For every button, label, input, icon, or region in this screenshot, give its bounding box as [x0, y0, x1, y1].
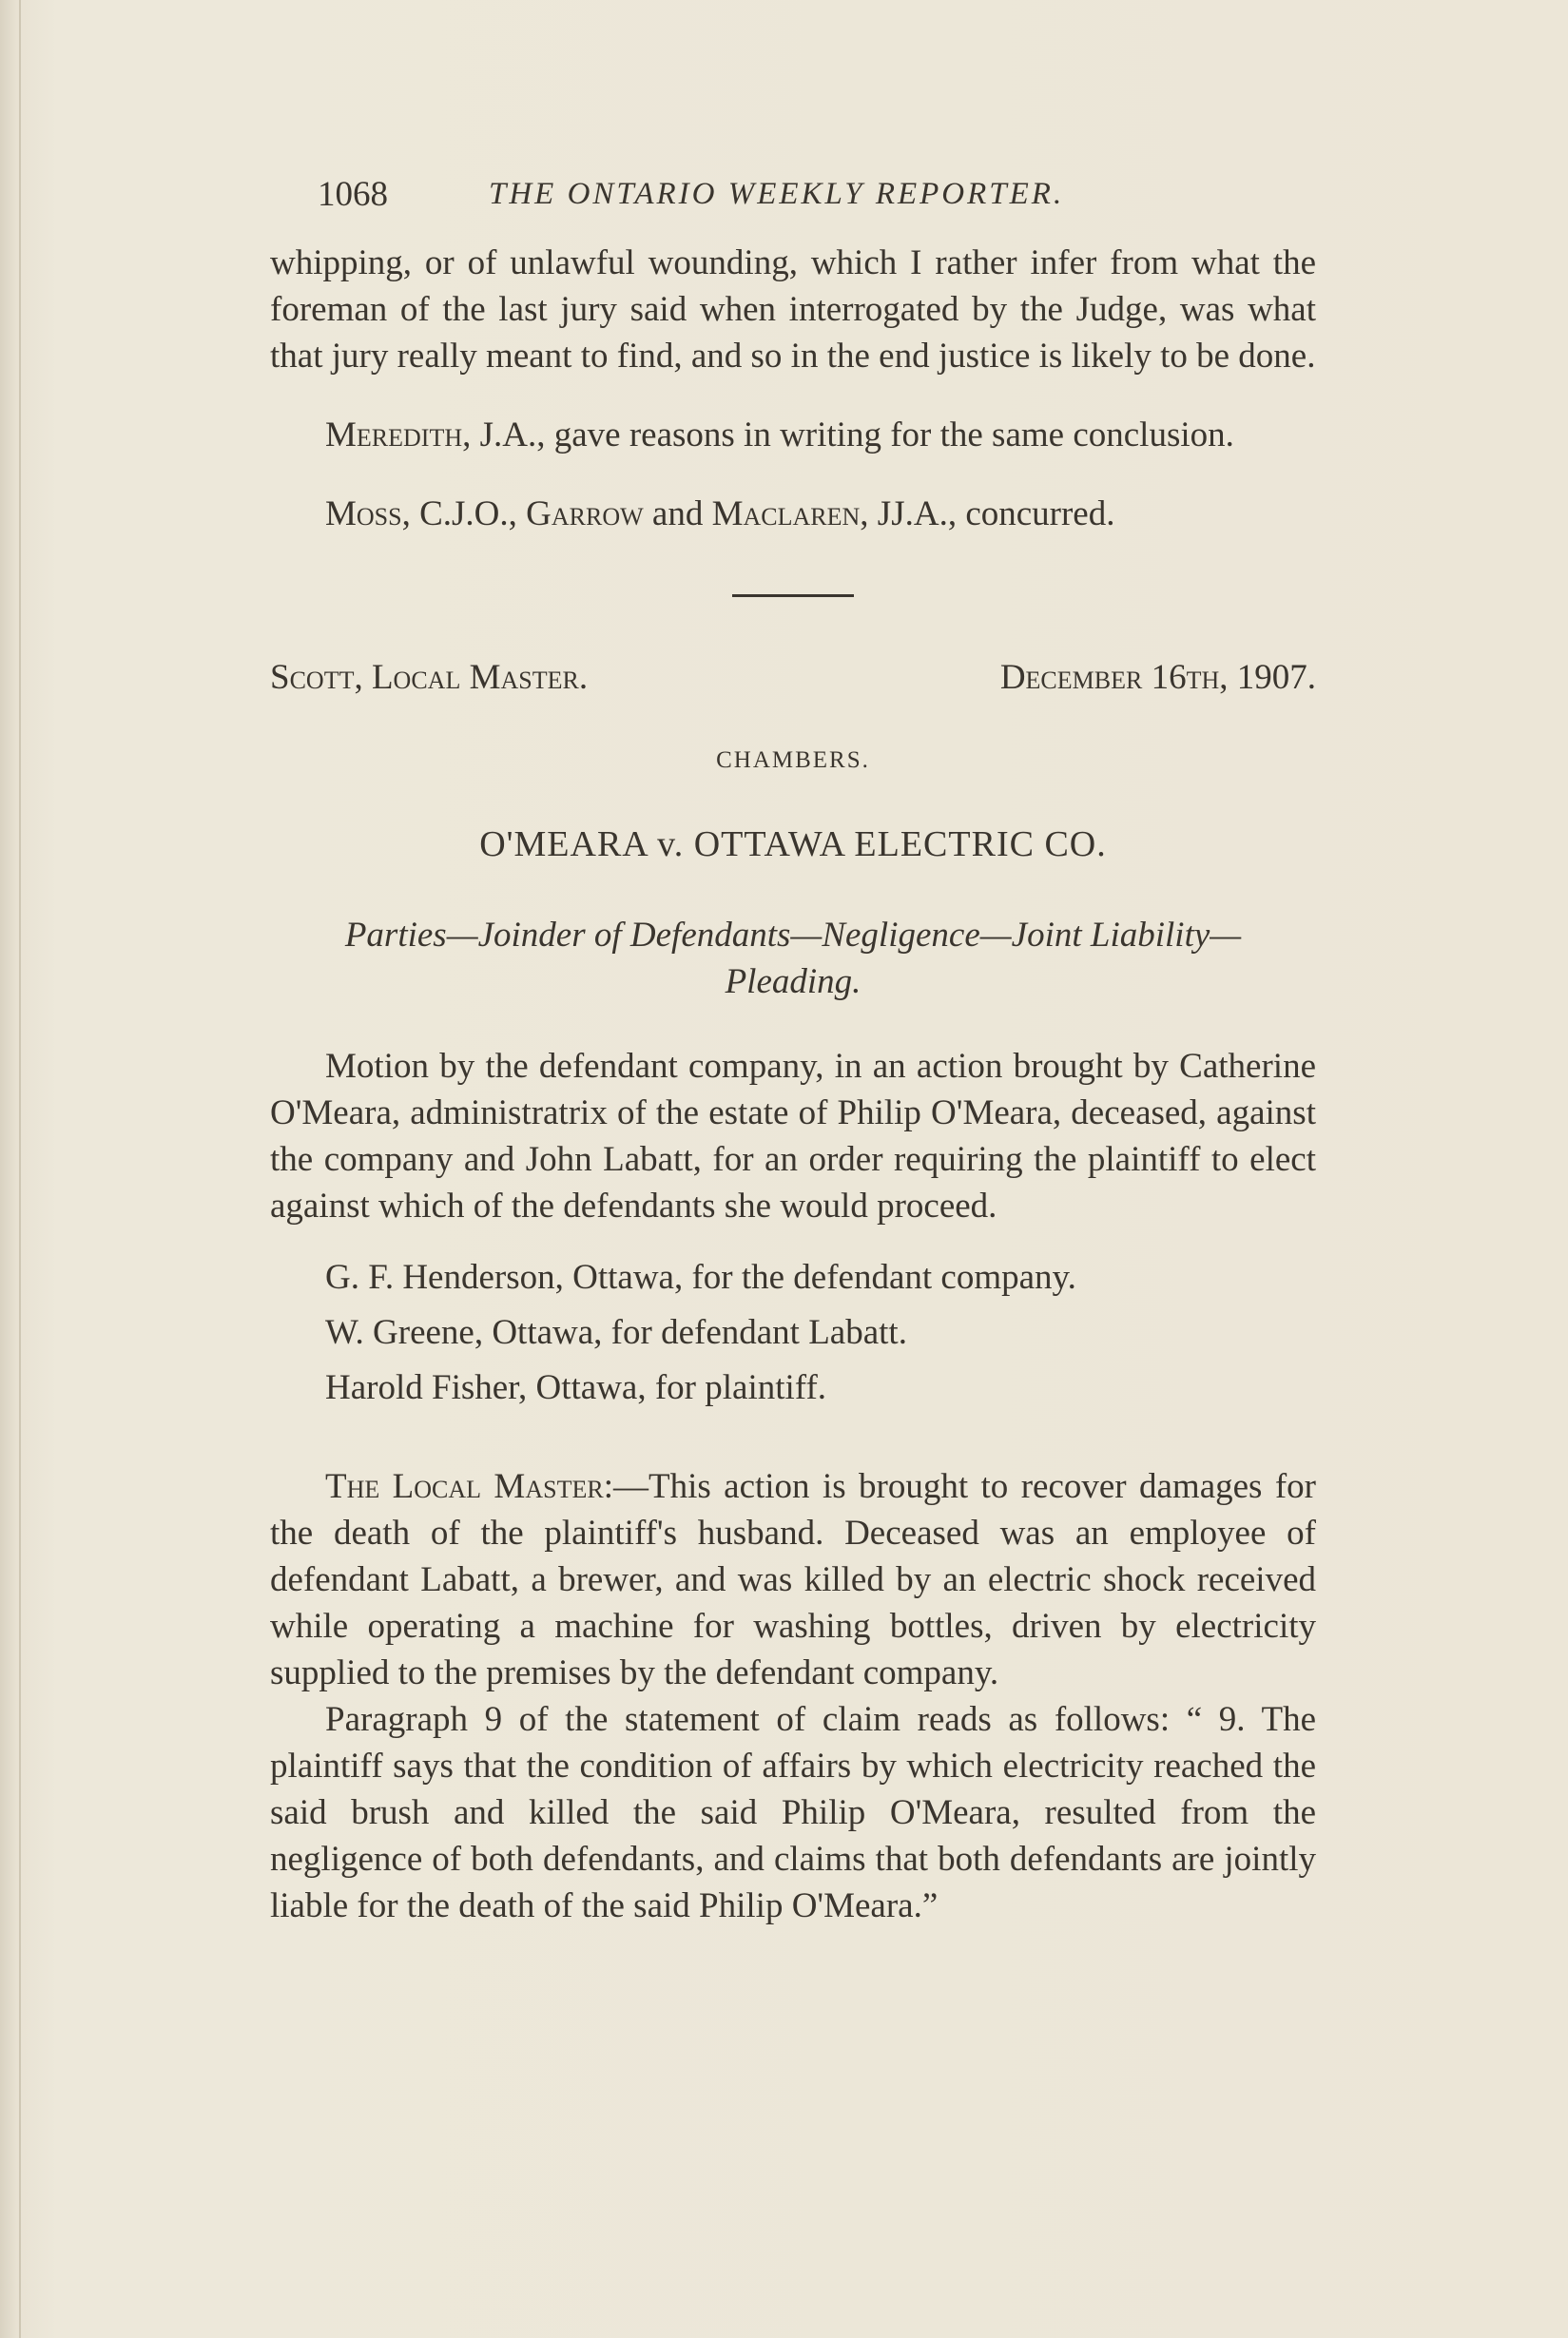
opinion-paragraph-1: The Local Master:—This action is brought to recover damages for the death of the plaintiff's husband. Deceased was an employee of defendant Labatt, a brewer, and was killed by an electric shock received while operating a machine for washing bottles, driven by electricity supplied to the premises by the defendant company.	[270, 1467, 1316, 1692]
counsel-list	[270, 1250, 1316, 1416]
paragraph-concurrence: Moss, C.J.O., Garrow and Maclaren, JJ.A., concurred.	[325, 494, 1115, 533]
judge-name-garrow: Garrow	[526, 494, 644, 533]
judge-name-maclaren: Maclaren	[711, 494, 861, 533]
running-title: THE ONTARIO WEEKLY REPORTER.	[489, 177, 1065, 211]
chambers-heading: CHAMBERS.	[716, 747, 870, 773]
page-number: 1068	[318, 175, 388, 214]
judge-name-meredith: Meredith	[325, 415, 463, 454]
case-judge-line	[270, 654, 1316, 701]
page-content	[270, 171, 1316, 1929]
paragraph-meredith: Meredith, J.A., gave reasons in writing for the same conclusion.	[325, 415, 1234, 454]
case-title: O'MEARA v. OTTAWA ELECTRIC CO.	[479, 824, 1107, 864]
opinion-speaker: The Local Master	[325, 1467, 604, 1506]
case-headnote: Parties—Joinder of Defendants—Negligence—Joint Liability—Pleading.	[344, 916, 1242, 1001]
opinion-paragraph-2: Paragraph 9 of the statement of claim reads as follows: “ 9. The plaintiff says that the condition of affairs by which electricity reached the said brush and killed the said Philip O'Meara, resulted from the negligence of both defendants, and claims that both defendants are jointly liable for the death of the said Philip O'Meara.”	[270, 1700, 1316, 1925]
counsel-line: Harold Fisher, Ottawa, for plaintiff.	[325, 1368, 827, 1407]
judge-name-moss: Moss	[325, 494, 402, 533]
section-divider	[732, 594, 854, 597]
paragraph-continuation: whipping, or of unlawful wounding, which I rather infer from what the foreman of the last jury said when interrogated by the Judge, was what that jury really meant to find, and so in the end justice is likely to be done.	[270, 243, 1316, 376]
running-header	[270, 171, 1316, 219]
page-edge-shadow	[19, 0, 21, 2338]
counsel-line: G. F. Henderson, Ottawa, for the defendant company.	[325, 1258, 1076, 1297]
case-date: December 16th, 1907.	[999, 658, 1316, 697]
case-judge: Scott, Local Master.	[270, 658, 589, 697]
motion-paragraph: Motion by the defendant company, in an action brought by Catherine O'Meara, administratrix of the estate of Philip O'Meara, deceased, against the company and John Labatt, for an order requiring the plaintiff to elect against which of the defendants she would proceed.	[270, 1047, 1316, 1226]
counsel-line: W. Greene, Ottawa, for defendant Labatt.	[325, 1313, 907, 1352]
